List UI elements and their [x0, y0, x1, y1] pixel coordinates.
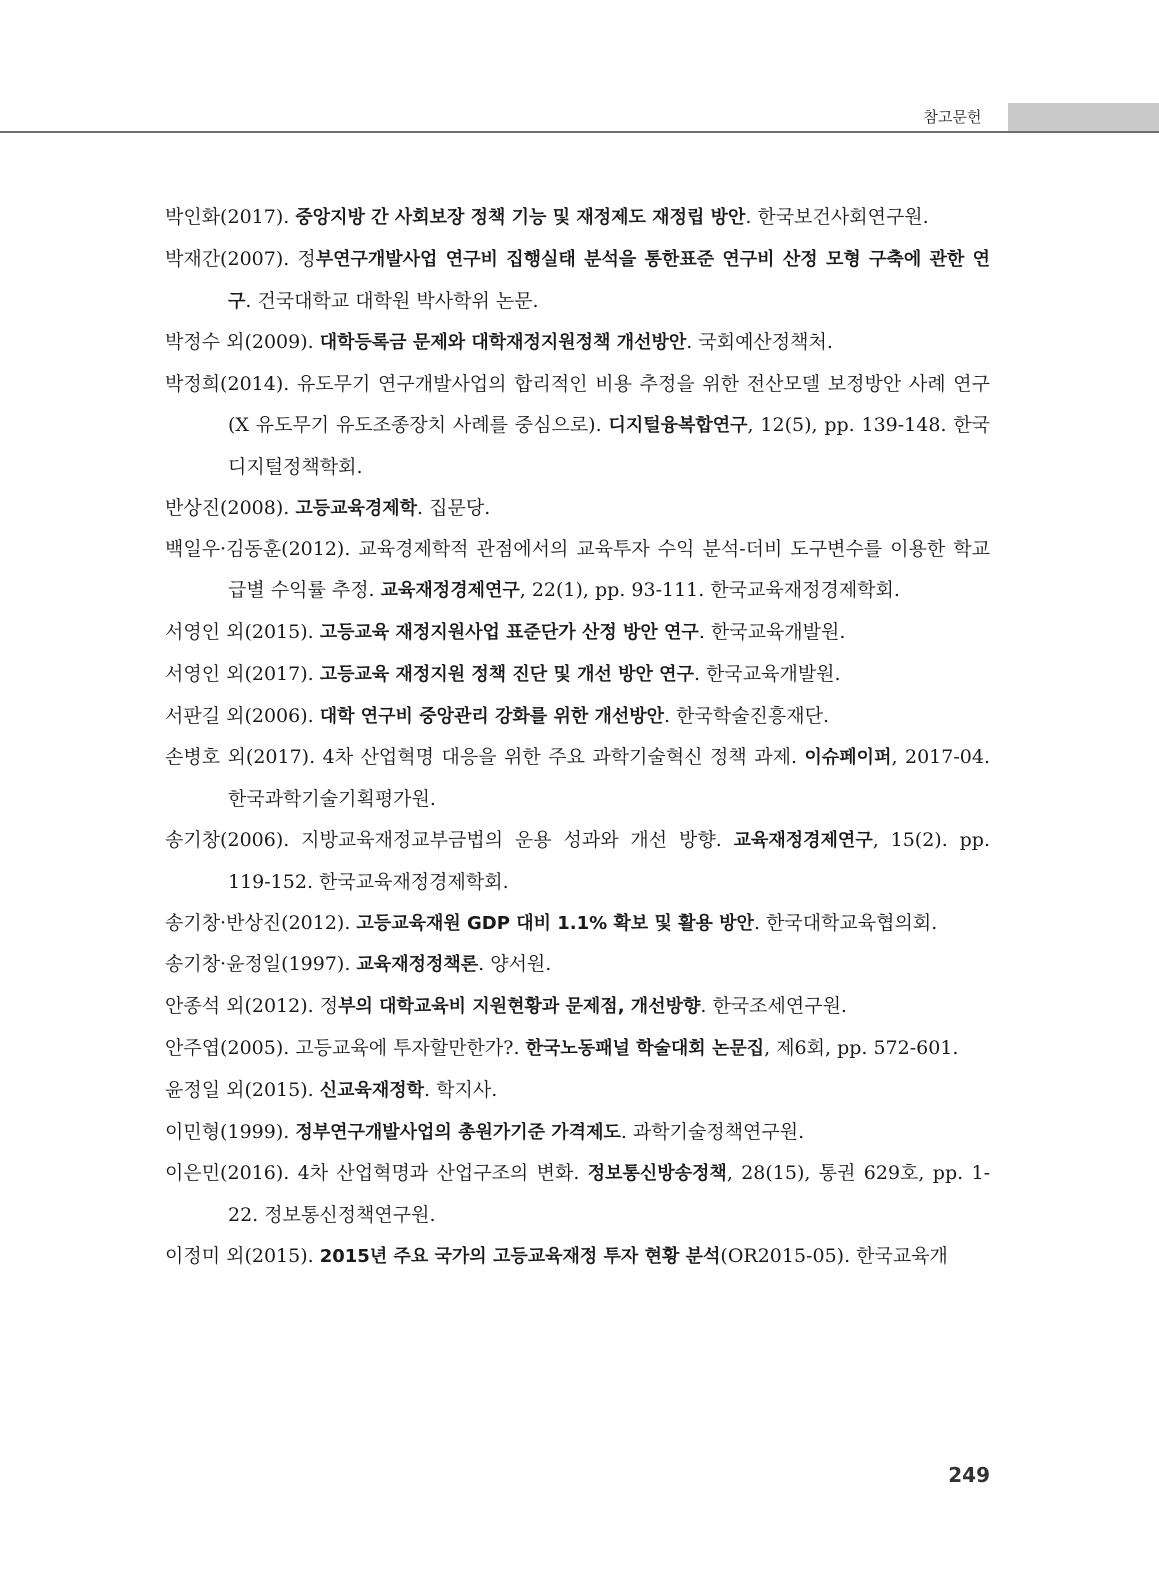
reference-title: 2015년 주요 국가의 고등교육재정 투자 현황 분석	[319, 1245, 721, 1267]
reference-entry	[165, 820, 990, 903]
reference-source: . 집문당.	[417, 496, 491, 519]
reference-entry	[165, 488, 990, 530]
reference-source: . 건국대학교 대학원 박사학위 논문.	[245, 289, 539, 312]
reference-title: 정부연구개발사업의 총원가기준 가격제도	[295, 1121, 621, 1143]
reference-text: 서영인 외(2015).	[165, 620, 320, 643]
reference-text: 송기창(2006). 지방교육재정교부금법의 운용 성과와 개선 방향.	[165, 828, 734, 851]
reference-text: 백일우·김동훈(2012). 교육경제학적 관점에서의 교육투자 수익 분석-더비 도구변수를 이용한 학교급별 수익률 추정.	[165, 538, 990, 602]
running-header-title: 참고문헌	[923, 108, 982, 126]
reference-title: 이슈페이퍼	[804, 747, 892, 769]
reference-title: 정보통신방송정책	[587, 1163, 727, 1185]
reference-list	[165, 197, 990, 1278]
reference-title: 교육재정경제연구	[733, 829, 873, 851]
reference-title: 부연구개발사업 연구비 집행실태 분석을 통한표준 연구비 산정 모형 구축에 관한 연구	[228, 248, 990, 312]
reference-source: . 한국보건사회연구원.	[745, 206, 929, 228]
header-divider	[0, 131, 1159, 133]
header-tab-bar	[1008, 103, 1159, 131]
reference-text: 이은민(2016). 4차 산업혁명과 산업구조의 변화.	[165, 1162, 588, 1185]
reference-text: 박재간(2007). 정	[165, 247, 316, 270]
reference-source: , 제6회, pp. 572-601.	[764, 1036, 959, 1059]
reference-entry	[165, 903, 990, 945]
reference-title: 고등교육경제학	[295, 497, 418, 519]
reference-entry	[165, 322, 990, 364]
reference-text: 반상진(2008).	[165, 496, 296, 519]
reference-title: 교육재정정책론	[356, 954, 479, 976]
reference-text: 송기창·윤정일(1997).	[165, 953, 357, 976]
reference-text: 서영인 외(2017).	[165, 662, 320, 685]
reference-title: 디지털융복합연구	[608, 414, 748, 436]
reference-title: 고등교육 재정지원 정책 진단 및 개선 방안 연구	[319, 663, 694, 685]
reference-source: . 학지사.	[424, 1078, 498, 1101]
reference-entry	[165, 197, 990, 239]
reference-source: , 28(15), 통권 629호, pp. 1-22. 정보통신정책연구원.	[228, 1162, 990, 1227]
reference-text: 송기창·반상진(2012).	[165, 911, 357, 934]
reference-text: 이정미 외(2015).	[165, 1244, 320, 1267]
reference-source: . 한국학술진흥재단.	[664, 704, 829, 727]
reference-entry	[165, 654, 990, 696]
reference-title: 고등교육 재정지원사업 표준단가 산정 방안 연구	[319, 621, 699, 643]
reference-source: . 국회예산정책처.	[686, 331, 833, 354]
reference-source: , 15(2). pp. 119-152. 한국교육재정경제학회.	[228, 828, 990, 893]
reference-source: . 한국대학교육협의회.	[753, 911, 938, 934]
page-number: 249	[948, 1463, 990, 1487]
reference-title: 신교육재정학	[319, 1079, 425, 1101]
reference-entry	[165, 1236, 990, 1278]
reference-entry	[165, 1112, 990, 1154]
reference-source: . 과학기술정책연구원.	[620, 1120, 805, 1143]
reference-text: 이민형(1999).	[165, 1120, 296, 1143]
reference-text: 손병호 외(2017). 4차 산업혁명 대응을 위한 주요 과학기술혁신 정책 과제.	[165, 746, 805, 769]
reference-source: . 한국조세연구원.	[700, 995, 847, 1018]
reference-entry	[165, 696, 990, 738]
reference-entry	[165, 239, 990, 323]
reference-text: 윤정일 외(2015).	[165, 1078, 320, 1101]
reference-entry	[165, 529, 990, 612]
reference-title: 대학등록금 문제와 대학재정지원정책 개선방안	[319, 332, 687, 354]
reference-title: 고등교육재원 GDP 대비 1.1% 확보 및 활용 방안	[356, 912, 754, 934]
reference-title: 한국노동패널 학술대회 논문집	[525, 1037, 765, 1059]
reference-source: . 양서원.	[478, 953, 552, 976]
reference-title: 중앙지방 간 사회보장 정책 기능 및 재정제도 재정립 방안	[295, 207, 746, 228]
reference-entry	[165, 944, 990, 986]
reference-source: , 12(5), pp. 139-148. 한국디지털정책학회.	[228, 413, 990, 478]
reference-text: 박정수 외(2009).	[165, 331, 320, 354]
reference-text: 안종석 외(2012). 정	[165, 995, 339, 1018]
reference-entry	[165, 1070, 990, 1112]
reference-text: 박인화(2017).	[165, 206, 296, 228]
reference-text: 안주엽(2005). 고등교육에 투자할만한가?.	[165, 1036, 526, 1059]
reference-source: . 한국교육개발원.	[698, 620, 846, 643]
reference-entry	[165, 986, 990, 1028]
reference-text: 박정희(2014). 유도무기 연구개발사업의 합리적인 비용 추정을 위한 전산모델 보정방안 사례 연구(X 유도무기 유도조종장치 사례를 중심으로).	[165, 373, 990, 436]
reference-entry	[165, 612, 990, 654]
reference-entry	[165, 364, 990, 487]
reference-entry	[165, 1028, 990, 1070]
reference-text: 서판길 외(2006).	[165, 704, 320, 727]
reference-source: , 2017-04. 한국과학기술기획평가원.	[228, 746, 990, 811]
reference-title: 대학 연구비 중앙관리 강화를 위한 개선방안	[319, 705, 665, 727]
reference-source: (OR2015-05). 한국교육개	[720, 1244, 948, 1267]
reference-title: 부의 대학교육비 지원현황과 문제점, 개선방향	[338, 996, 701, 1018]
reference-entry	[165, 737, 990, 820]
reference-source: . 한국교육개발원.	[693, 662, 841, 685]
reference-entry	[165, 1153, 990, 1236]
reference-source: , 22(1), pp. 93-111. 한국교육재정경제학회.	[519, 579, 900, 602]
reference-title: 교육재정경제연구	[380, 580, 520, 602]
